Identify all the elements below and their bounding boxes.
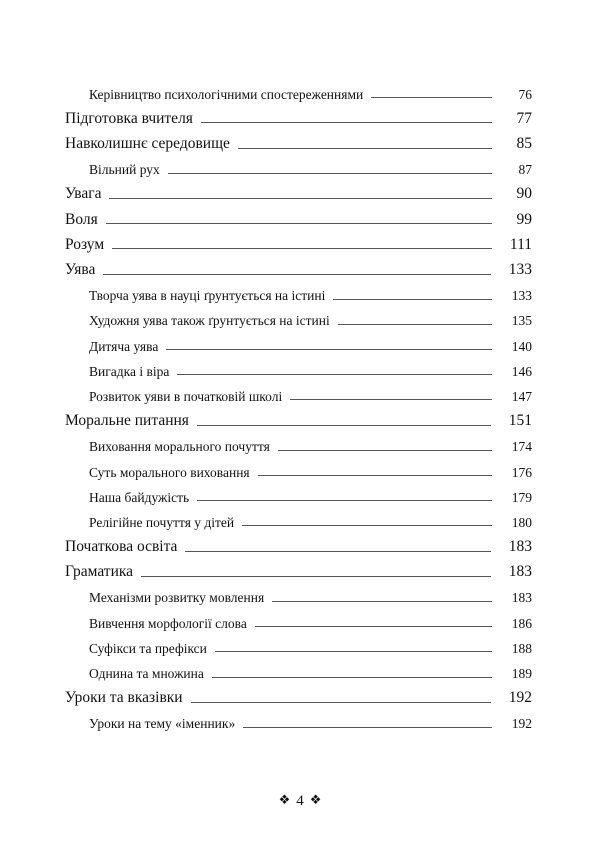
toc-leader-line	[112, 248, 492, 249]
toc-entry-title: Дитяча уява	[89, 338, 159, 354]
toc-entry-page: 135	[511, 313, 532, 329]
toc-entry-title: Уроки та вказівки	[65, 689, 183, 707]
toc-leader-line	[191, 702, 491, 703]
toc-entry-page: 111	[509, 235, 532, 253]
toc-leader-line	[103, 274, 490, 275]
page-footer	[0, 793, 600, 809]
toc-leader-line	[242, 525, 492, 526]
toc-entry-page: 188	[511, 640, 532, 656]
toc-entry	[65, 252, 532, 277]
toc-entry-title: Наша байдужість	[89, 489, 190, 505]
toc-entry-title: Художня уява також ґрунтується на істині	[89, 313, 330, 329]
toc-entry-page: 146	[511, 363, 532, 379]
page-number: 4	[296, 793, 304, 809]
toc-leader-line	[106, 223, 492, 224]
toc-entry-title: Граматика	[65, 563, 134, 581]
toc-entry-title: Увага	[65, 185, 102, 203]
toc-entry-page: 180	[511, 514, 532, 530]
toc-entry	[65, 177, 532, 202]
toc-entry	[65, 479, 532, 504]
toc-entry-page: 99	[516, 210, 532, 228]
toc-entry	[65, 278, 532, 303]
toc-entry-page: 147	[511, 388, 532, 404]
toc-entry	[65, 605, 532, 630]
toc-leader-line	[371, 97, 492, 98]
toc-leader-line	[255, 626, 492, 627]
toc-leader-line	[201, 122, 492, 123]
toc-entry-title: Уява	[65, 261, 96, 278]
toc-entry	[65, 580, 532, 605]
toc-entry-title: Вивчення морфології слова	[89, 615, 247, 631]
toc-leader-line	[168, 173, 492, 174]
toc-leader-line	[197, 500, 492, 501]
toc-entry-page: 87	[518, 162, 532, 178]
toc-leader-line	[141, 576, 491, 577]
toc-entry-page: 77	[516, 109, 532, 127]
toc-entry-page: 183	[508, 538, 532, 556]
toc-entry-page: 183	[511, 590, 532, 606]
toc-entry	[65, 76, 532, 101]
toc-entry-page: 189	[511, 666, 532, 681]
toc-leader-line	[243, 727, 492, 728]
toc-entry	[65, 504, 532, 529]
toc-entry-title: Механізми розвитку мовлення	[89, 590, 265, 606]
toc-leader-line	[290, 399, 492, 400]
toc-entry-title: Навколишнє середовище	[65, 135, 230, 153]
toc-entry	[65, 328, 532, 353]
toc-entry-title: Однина та множина	[89, 666, 204, 681]
toc-entry-title: Розум	[65, 235, 105, 253]
toc-entry-page: 133	[511, 288, 532, 304]
toc-entry-title: Моральне питання	[65, 412, 189, 430]
toc-leader-line	[215, 651, 492, 652]
toc-leader-line	[177, 374, 492, 375]
diamond-ornament-icon: ❖	[278, 792, 291, 807]
toc-entry-title: Розвиток уяви в початковій школі	[89, 388, 283, 404]
toc-entry-page: 179	[511, 489, 532, 505]
toc-entry	[65, 555, 532, 580]
toc-leader-line	[212, 677, 492, 678]
toc-entry-page: 186	[511, 615, 532, 631]
toc-entry-title: Виховання морального почуття	[89, 439, 270, 455]
toc-leader-line	[185, 551, 490, 552]
toc-entry-page: 76	[518, 86, 532, 102]
toc-entry-page: 183	[508, 563, 532, 581]
toc-entry-title: Початкова освіта	[65, 538, 178, 556]
toc-entry-page: 174	[511, 439, 532, 455]
diamond-ornament-icon: ❖	[309, 792, 322, 807]
toc-entry	[65, 529, 532, 554]
toc-entry	[65, 378, 532, 403]
toc-leader-line	[278, 450, 492, 451]
toc-entry	[65, 152, 532, 177]
toc-entry	[65, 706, 532, 731]
toc-entry-title: Творча уява в науці ґрунтується на істині	[89, 288, 326, 304]
toc-entry-title: Підготовка вчителя	[65, 109, 193, 127]
toc-leader-line	[258, 475, 492, 476]
toc-entry	[65, 353, 532, 378]
toc-leader-line	[197, 425, 491, 426]
toc-entry-page: 133	[508, 261, 532, 278]
toc-entry-page: 90	[516, 185, 532, 203]
toc-leader-line	[272, 601, 492, 602]
toc-entry-page: 85	[516, 135, 532, 153]
toc-entry	[65, 303, 532, 328]
toc-entry-title: Вигадка і віра	[89, 363, 170, 379]
toc-entry-page: 176	[511, 464, 532, 480]
toc-entry	[65, 630, 532, 655]
toc-entry	[65, 101, 532, 126]
toc-entry-page: 192	[508, 689, 532, 707]
toc-entry-title: Суфікси та префікси	[89, 640, 207, 656]
table-of-contents	[65, 76, 532, 731]
toc-leader-line	[338, 324, 492, 325]
toc-entry-title: Суть морального виховання	[89, 464, 250, 480]
toc-leader-line	[166, 349, 492, 350]
toc-entry	[65, 681, 532, 706]
toc-entry	[65, 202, 532, 227]
toc-entry-page: 140	[511, 338, 532, 354]
toc-leader-line	[333, 299, 492, 300]
toc-leader-line	[238, 148, 492, 149]
toc-entry	[65, 227, 532, 252]
toc-entry-page: 151	[508, 412, 532, 430]
toc-entry-title: Вільний рух	[89, 162, 160, 178]
toc-entry	[65, 126, 532, 151]
toc-entry	[65, 655, 532, 680]
toc-entry	[65, 403, 532, 428]
toc-entry-page: 192	[511, 716, 532, 732]
toc-entry-title: Керівництво психологічними спостереженнями	[89, 86, 364, 102]
toc-leader-line	[109, 198, 492, 199]
toc-entry	[65, 454, 532, 479]
toc-entry-title: Уроки на тему «іменник»	[89, 716, 236, 732]
toc-entry-title: Релігійне почуття у дітей	[89, 514, 235, 530]
toc-entry-title: Воля	[65, 210, 98, 228]
toc-entry	[65, 429, 532, 454]
